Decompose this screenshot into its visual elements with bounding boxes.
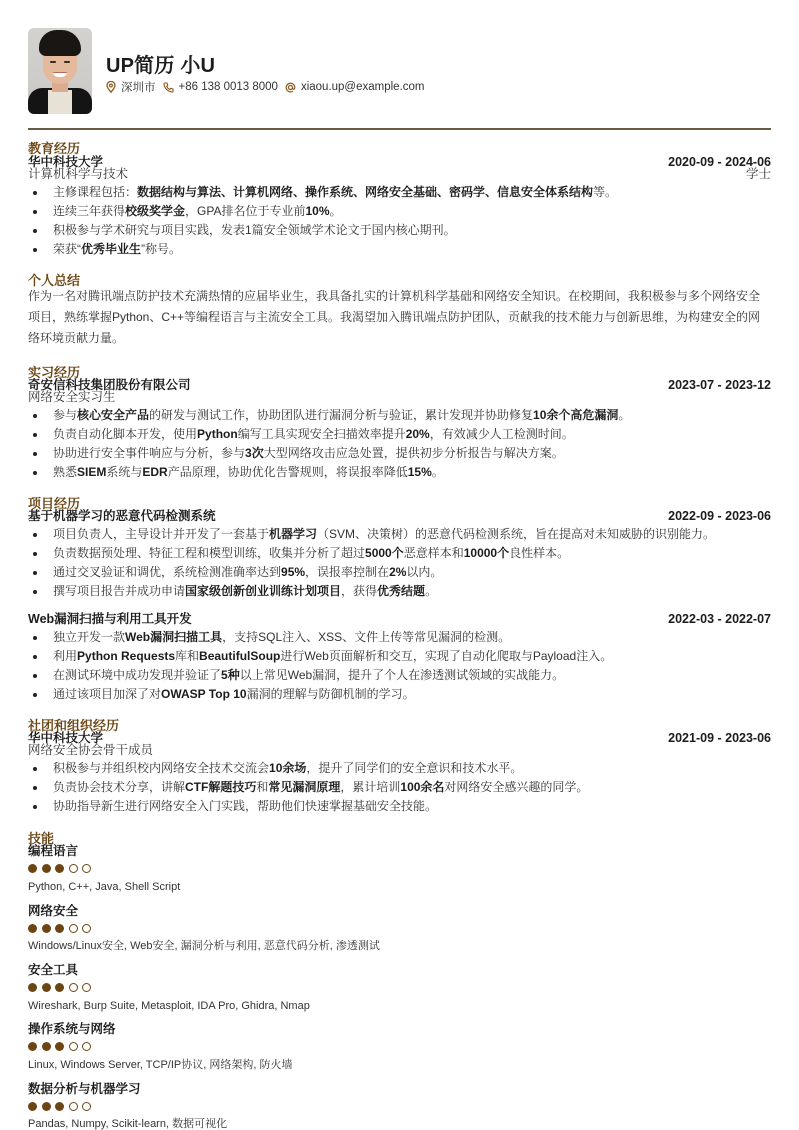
list-item: 负责自动化脚本开发，使用Python编写工具实现安全扫描效率提升20%，有效减少人工检测时间。 [28, 425, 771, 444]
empty-dot-icon [82, 924, 91, 933]
activities-org: 华中科技大学 [28, 731, 104, 745]
empty-dot-icon [69, 1042, 78, 1051]
skill-rating [28, 864, 96, 873]
internship-company: 奇安信科技集团股份有限公司 [28, 378, 191, 392]
filled-dot-icon [28, 924, 37, 933]
empty-dot-icon [82, 1102, 91, 1111]
project-name: Web漏洞扫描与利用工具开发 [28, 612, 192, 626]
internship-date: 2023-07 - 2023-12 [668, 378, 771, 392]
list-item: 在测试环境中成功发现并验证了5种以上常见Web漏洞，提升了个人在渗透测试领域的实战能力。 [28, 666, 771, 685]
activities-role: 网络安全协会骨干成员 [28, 743, 154, 757]
skill-rating [28, 1102, 96, 1111]
contact-location [106, 79, 156, 95]
list-item: 积极参与学术研究与项目实践，发表1篇安全领域学术论文于国内核心期刊。 [28, 221, 771, 240]
filled-dot-icon [55, 924, 64, 933]
contact-row [106, 79, 432, 95]
section-title-skills: 技能 [28, 831, 55, 846]
project-date: 2022-03 - 2022-07 [668, 612, 771, 626]
list-item: 主修课程包括：数据结构与算法、计算机网络、操作系统、网络安全基础、密码学、信息安全体系结构等。 [28, 183, 771, 202]
empty-dot-icon [82, 1042, 91, 1051]
empty-dot-icon [69, 924, 78, 933]
empty-dot-icon [82, 864, 91, 873]
empty-dot-icon [82, 983, 91, 992]
list-item: 荣获“优秀毕业生”称号。 [28, 240, 771, 259]
summary-text: 作为一名对腾讯端点防护技术充满热情的应届毕业生，我具备扎实的计算机科学基础和网络安全知识。在校期间，我积极参与多个网络安全项目，熟练掌握Python、C++等编程语言与主流安全工具。我渴望加入腾讯端点防护团队，贡献我的技术能力与创新思维，为构建安全的网络环境贡献力量。 [28, 289, 761, 345]
education-bullets [28, 183, 771, 259]
list-item: 积极参与并组织校内网络安全技术交流会10余场，提升了同学们的安全意识和技术水平。 [28, 759, 771, 778]
internship-bullets [28, 406, 771, 482]
filled-dot-icon [28, 983, 37, 992]
education-date: 2020-09 - 2024-06 [668, 155, 771, 169]
project-bullets [28, 525, 771, 601]
filled-dot-icon [28, 1102, 37, 1111]
skill-desc: Windows/Linux安全, Web安全, 漏洞分析与利用, 恶意代码分析, 渗透测试 [28, 940, 380, 952]
education-degree: 学士 [745, 167, 771, 181]
header-divider [28, 128, 771, 130]
project-date: 2022-09 - 2023-06 [668, 509, 771, 523]
filled-dot-icon [55, 1102, 64, 1111]
phone-text: +86 138 0013 8000 [178, 81, 278, 93]
skill-name: 网络安全 [28, 904, 79, 918]
skill-desc: Linux, Windows Server, TCP/IP协议, 网络架构, 防火墙 [28, 1059, 293, 1071]
section-title-education: 教育经历 [28, 141, 81, 156]
list-item: 撰写项目报告并成功申请国家级创新创业训练计划项目，获得优秀结题。 [28, 582, 771, 601]
filled-dot-icon [42, 1102, 51, 1111]
list-item: 熟悉SIEM系统与EDR产品原理，协助优化告警规则，将误报率降低15%。 [28, 463, 771, 482]
skill-name: 安全工具 [28, 963, 79, 977]
skill-desc: Pandas, Numpy, Scikit-learn, 数据可视化 [28, 1118, 228, 1130]
list-item: 通过交叉验证和调优，系统检测准确率达到95%，误报率控制在2%以内。 [28, 563, 771, 582]
skill-rating [28, 1042, 96, 1051]
list-item: 负责数据预处理、特征工程和模型训练，收集并分析了超过5000个恶意样本和10000个良性样本。 [28, 544, 771, 563]
internship-role: 网络安全实习生 [28, 390, 116, 404]
skill-desc: Python, C++, Java, Shell Script [28, 881, 181, 893]
empty-dot-icon [69, 983, 78, 992]
activities-date: 2021-09 - 2023-06 [668, 731, 771, 745]
contact-email [285, 81, 425, 93]
activities-bullets [28, 759, 771, 816]
section-title-activities: 社团和组织经历 [28, 718, 120, 733]
filled-dot-icon [42, 983, 51, 992]
list-item: 负责协会技术分享，讲解CTF解题技巧和常见漏洞原理，累计培训100余名对网络安全感兴趣的同学。 [28, 778, 771, 797]
skill-rating [28, 983, 96, 992]
list-item: 利用Python Requests库和BeautifulSoup进行Web页面解析和交互，实现了自动化爬取与Payload注入。 [28, 647, 771, 666]
skill-name: 编程语言 [28, 844, 79, 858]
section-title-summary: 个人总结 [28, 273, 81, 288]
list-item: 协助指导新生进行网络安全入门实践，帮助他们快速掌握基础安全技能。 [28, 797, 771, 816]
list-item: 通过该项目加深了对OWASP Top 10漏洞的理解与防御机制的学习。 [28, 685, 771, 704]
candidate-name: UP简历 小U [106, 55, 216, 77]
skill-rating [28, 924, 96, 933]
at-sign-icon [285, 82, 296, 93]
section-title-internship: 实习经历 [28, 365, 81, 380]
filled-dot-icon [55, 864, 64, 873]
location-pin-icon [106, 81, 116, 93]
filled-dot-icon [28, 864, 37, 873]
section-title-projects: 项目经历 [28, 496, 81, 511]
list-item: 项目负责人，主导设计并开发了一套基于机器学习（SVM、决策树）的恶意代码检测系统，旨在提高对未知威胁的识别能力。 [28, 525, 771, 544]
skill-desc: Wireshark, Burp Suite, Metasploit, IDA Pro, Ghidra, Nmap [28, 1000, 310, 1012]
empty-dot-icon [69, 1102, 78, 1111]
filled-dot-icon [42, 924, 51, 933]
location-text: 深圳市 [121, 82, 156, 94]
phone-icon [163, 82, 174, 93]
email-text[interactable]: xiaou.up@example.com [300, 81, 425, 93]
empty-dot-icon [69, 864, 78, 873]
filled-dot-icon [42, 864, 51, 873]
project-bullets [28, 628, 771, 704]
skill-name: 数据分析与机器学习 [28, 1082, 141, 1096]
project-name: 基于机器学习的恶意代码检测系统 [28, 509, 216, 523]
skill-name: 操作系统与网络 [28, 1022, 116, 1036]
filled-dot-icon [55, 1042, 64, 1051]
resume-header [28, 28, 771, 114]
profile-photo [28, 28, 92, 114]
filled-dot-icon [28, 1042, 37, 1051]
list-item: 参与核心安全产品的研发与测试工作，协助团队进行漏洞分析与验证，累计发现并协助修复10余个高危漏洞。 [28, 406, 771, 425]
contact-phone [163, 81, 278, 93]
filled-dot-icon [55, 983, 64, 992]
filled-dot-icon [42, 1042, 51, 1051]
list-item: 独立开发一款Web漏洞扫描工具，支持SQL注入、XSS、文件上传等常见漏洞的检测。 [28, 628, 771, 647]
education-school: 华中科技大学 [28, 155, 104, 169]
list-item: 连续三年获得校级奖学金，GPA排名位于专业前10%。 [28, 202, 771, 221]
list-item: 协助进行安全事件响应与分析，参与3次大型网络攻击应急处置，提供初步分析报告与解决方案。 [28, 444, 771, 463]
education-major: 计算机科学与技术 [28, 167, 129, 181]
